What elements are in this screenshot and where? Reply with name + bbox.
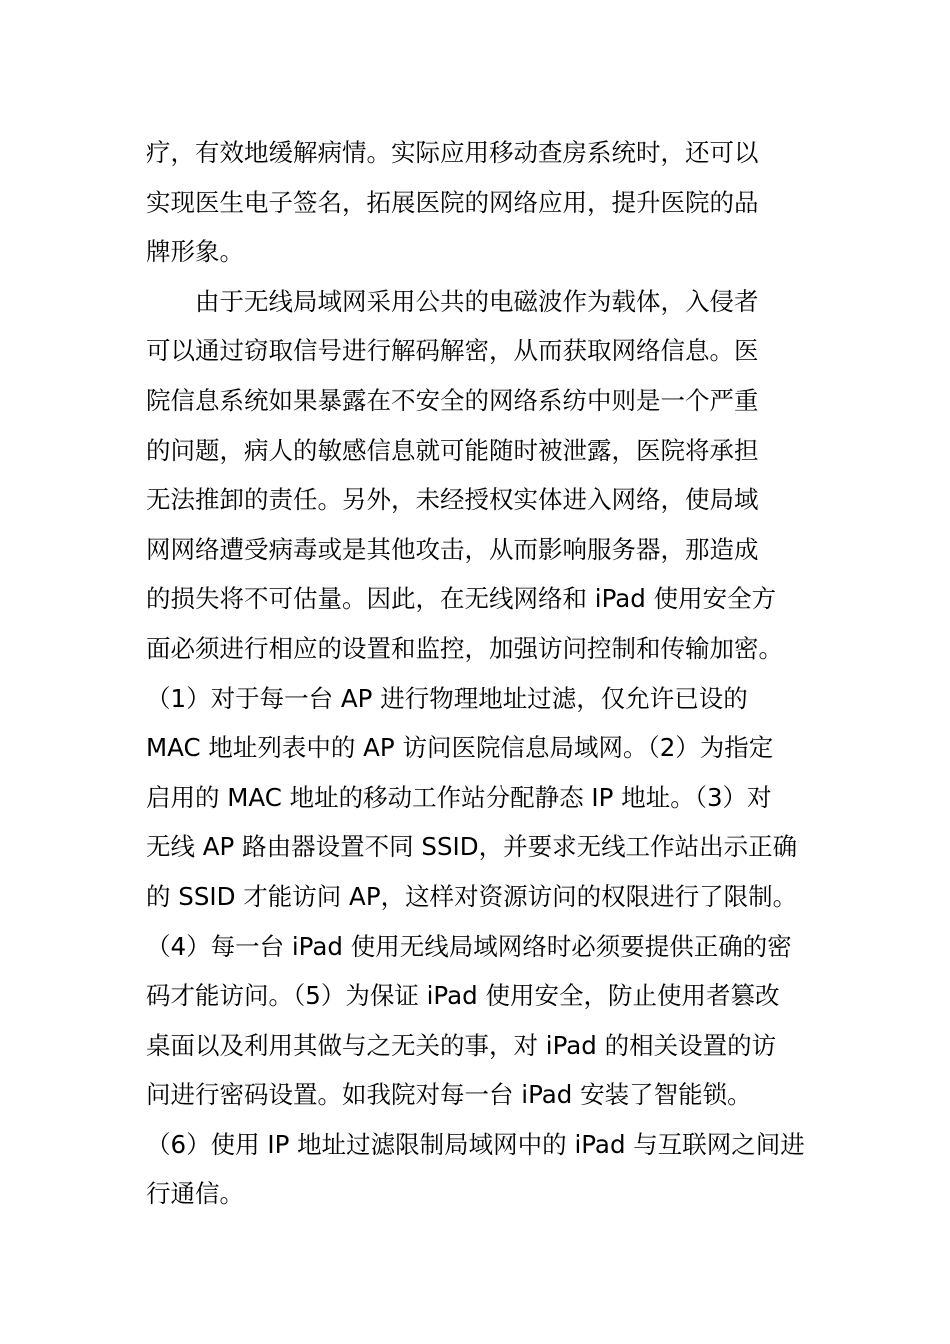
text-line: 桌面以及利用其做与之无关的事，对 iPad 的相关设置的访 [146, 1030, 777, 1060]
text-line: 码才能访问。（5）为保证 iPad 使用安全，防止使用者篡改 [146, 981, 780, 1011]
text-line: 网网络遭受病毒或是其他攻击，从而影响服务器，那造成 [146, 534, 759, 564]
text-line: （1）对于每一台 AP 进行物理地址过滤，仅允许已设的 [146, 683, 748, 713]
text-line: 的问题，病人的敏感信息就可能随时被泄露，医院将承担 [146, 435, 759, 465]
text-line: 院信息系统如果暴露在不安全的网络系纺中则是一个严重 [146, 385, 759, 415]
text-line: 问进行密码设置。如我院对每一台 iPad 安装了智能锁。 [146, 1080, 752, 1110]
text-line: 无线 AP 路由器设置不同 SSID，并要求无线工作站出示正确 [146, 832, 798, 862]
body-text [146, 128, 810, 1219]
text-line: 面必须进行相应的设置和监控，加强访问控制和传输加密。 [146, 633, 783, 663]
text-line: （6）使用 IP 地址过滤限制局域网中的 iPad 与互联网之间进 [146, 1129, 805, 1159]
text-line: （4）每一台 iPad 使用无线局域网络时必须要提供正确的密 [146, 931, 792, 961]
text-line: 无法推卸的责任。另外，未经授权实体进入网络，使局域 [146, 485, 759, 515]
text-line: 实现医生电子签名，拓展医院的网络应用，提升医院的品 [146, 187, 759, 217]
text-line: 的 SSID 才能访问 AP，这样对资源访问的权限进行了限制。 [146, 881, 798, 911]
text-line: 启用的 MAC 地址的移动工作站分配静态 IP 地址。（3）对 [146, 782, 772, 812]
text-line: 的损失将不可估量。因此，在无线网络和 iPad 使用安全方 [146, 584, 777, 614]
paragraph-start-line: 由于无线局域网采用公共的电磁波作为载体，入侵者 [146, 286, 759, 316]
text-line: 疗，有效地缓解病情。实际应用移动查房系统时，还可以 [146, 138, 759, 167]
text-line: MAC 地址列表中的 AP 访问医院信息局域网。（2）为指定 [146, 733, 774, 763]
text-line: 可以通过窃取信号进行解码解密，从而获取网络信息。医 [146, 336, 759, 366]
text-line: 行通信。 [146, 1179, 244, 1209]
text-line: 牌形象。 [146, 237, 244, 267]
